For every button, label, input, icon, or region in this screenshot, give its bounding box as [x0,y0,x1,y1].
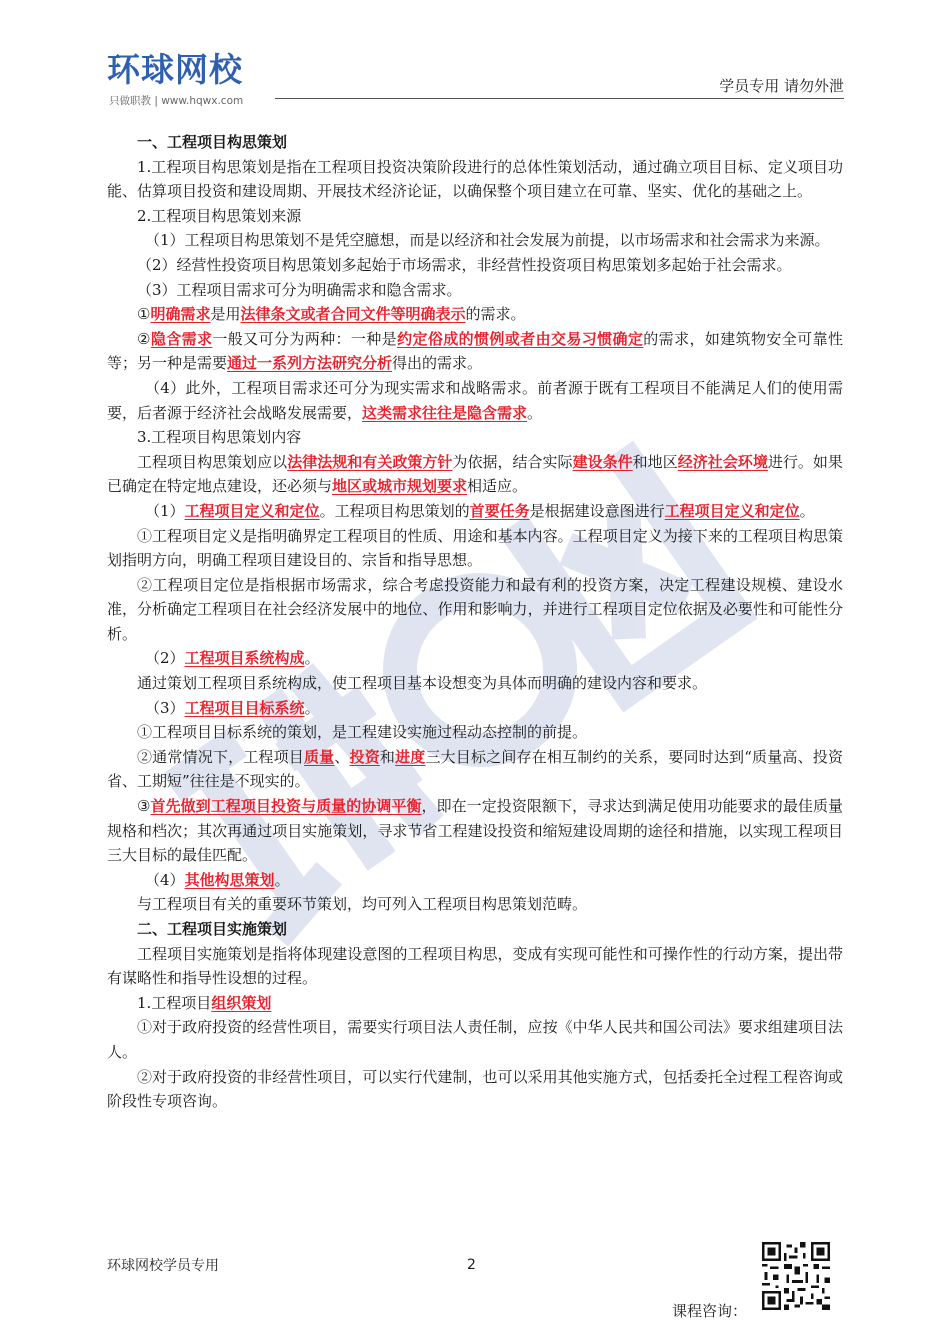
text-run: 的需求，如建筑物安全可靠性等；另一种是需要 [107,329,843,373]
text-run: 、 [334,747,350,766]
text-run: 的需求。 [465,305,526,324]
text-run: ② [137,329,151,348]
highlight-text: 法律法规和有关政策方针 [287,452,453,471]
paragraph [107,499,843,524]
text-run: ① [137,305,151,324]
subheading: 2.工程项目构思策划来源 [137,206,302,225]
text-run: （1） [145,501,185,520]
highlight-text: 约定俗成的惯例或者由交易习惯确定 [397,329,644,348]
text-run: 。 [304,649,320,668]
text-run: （3） [145,698,185,717]
text-run: （2） [145,649,185,668]
highlight-text: 首要任务 [469,501,530,520]
text-run: 。 [799,501,815,520]
header-divider [275,98,844,99]
paragraph: 工程项目实施策划是指将体现建设意图的工程项目构思，变成有实现可能性和可操作性的行动方案，提出带有谋略性和指导性设想的过程。 [107,944,843,988]
highlight-text: 组织策划 [211,993,272,1012]
paragraph [107,302,843,327]
text-run: 得出的需求。 [392,354,483,373]
text-run: 是用 [210,305,241,324]
text-run: 1.工程项目 [137,993,212,1012]
highlight-text: 进度 [395,747,426,766]
paragraph: 与工程项目有关的重要环节策划，均可列入工程项目构思策划范畴。 [137,895,588,914]
text-run: 和 [379,747,396,766]
page-number: 2 [467,1257,476,1273]
highlight-text: 工程项目目标系统 [184,698,305,717]
paragraph: ②对于政府投资的非经营性项目，可以实行代建制，也可以采用其他实施方式，包括委托全过程工程咨询或阶段性专项咨询。 [107,1067,843,1111]
text-run: 进行。如果已确定在特定地点建设，还必须与 [107,452,843,496]
paragraph: ①工程项目定义是指明确界定工程项目的性质、用途和基本内容。工程项目定义为接下来的工程项目构思策划指明方向，明确工程项目建设目的、宗旨和指导思想。 [107,526,843,570]
page-header [0,0,950,110]
paragraph [107,376,843,425]
text-run: （4）此外，工程项目需求还可分为现实需求和战略需求。前者源于既有工程项目不能满足人们的使用需要，后者源于经济社会战略发展需要， [107,378,843,422]
highlight-text: 投资 [349,747,380,766]
highlight-text: 工程项目定义和定位 [184,501,320,520]
text-run: ，即在一定投资限额下，寻求达到满足使用功能要求的最佳质量规格和档次；其次再通过项目实施策划，寻求节省工程建设投资和缩短建设周期的途径和措施，以实现工程项目三大目标的最佳匹配。 [107,797,843,865]
highlight-text: 法律条文或者合同文件等明确表示 [240,305,466,324]
header-notice: 学员专用 请勿外泄 [719,77,844,95]
highlight-text: 这类需求往往是隐含需求 [362,403,528,422]
text-run: ②通常情况下，工程项目 [137,747,304,766]
paragraph [107,696,843,721]
highlight-text: 建设条件 [572,452,633,471]
paragraph: ②工程项目定位是指根据市场需求，综合考虑投资能力和最有利的投资方案，决定工程建设规模、建设水准，分析确定工程项目在社会经济发展中的地位、作用和影响力，并进行工程项目定位依据及必要性和可能性分析。 [107,575,843,643]
paragraph: ①对于政府投资的经营性项目，需要实行项目法人责任制，应按《中华人民共和国公司法》要求组建项目法人。 [107,1018,843,1061]
section-heading-1: 一、工程项目构思策划 [137,133,288,151]
logo-slogan: 只做职教 | www.hqwx.com [109,95,244,107]
paragraph [107,327,843,376]
footer-label: 环球网校学员专用 [107,1258,219,1274]
highlight-text: 其他构思策划 [184,870,275,889]
text-run: 。 [527,403,543,422]
text-run: 是根据建设意图进行 [529,501,665,520]
highlight-text: 隐含需求 [150,329,213,348]
text-run: ③ [137,797,151,816]
paragraph [107,868,843,893]
paragraph: 1.工程项目构思策划是指在工程项目投资决策阶段进行的总体性策划活动，通过确立项目目标、定义项目功能、估算项目投资和建设周期、开展技术经济论证，以确保整个项目建立在可靠、坚实、优化的基础之上。 [107,157,843,201]
highlight-text: 通过一系列方法研究分析 [227,354,393,373]
paragraph: 通过策划工程项目系统构成，使工程项目基本设想变为具体而明确的建设内容和要求。 [137,674,708,693]
paragraph: （1）工程项目构思策划不是凭空臆想，而是以经济和社会发展为前提，以市场需求和社会需求为来源。 [145,231,830,250]
paragraph: （3）工程项目需求可分为明确需求和隐含需求。 [137,280,462,299]
text-run: 。 [304,698,320,717]
course-consult-label: 课程咨询： [672,1302,748,1320]
paragraph [107,646,843,671]
text-run: 相适应。 [467,477,528,496]
text-run: 工程项目构思策划应以 [137,452,288,471]
highlight-text: 质量 [303,747,335,766]
text-run: 三大目标之间存在相互制约的关系，要同时达到“质量高、投资省、工期短”往往是不现实的。 [107,747,843,791]
text-run: 为依据，结合实际 [452,452,573,471]
hqwx-logo [107,50,282,108]
section-heading-2: 二、工程项目实施策划 [137,920,288,938]
paragraph: ①工程项目目标系统的策划，是工程建设实施过程动态控制的前提。 [137,723,588,742]
document-body [107,130,843,1114]
paragraph [107,794,843,868]
text-run: 。 [274,870,290,889]
text-run: （4） [145,870,185,889]
subheading [107,991,843,1016]
text-run: 。工程项目构思策划的 [319,501,470,520]
highlight-text: 明确需求 [150,305,211,324]
paragraph [107,450,843,499]
highlight-text: 地区或城市规划要求 [332,477,468,496]
highlight-text: 工程项目系统构成 [184,649,305,668]
qr-code-icon[interactable] [762,1242,830,1310]
logo-text: 环球网校 [107,50,243,89]
text-run: 和地区 [632,452,678,471]
highlight-text: 首先做到工程项目投资与质量的协调平衡 [150,797,422,816]
paragraph [107,745,843,794]
paragraph: （2）经营性投资项目构思策划多起始于市场需求，非经营性投资项目构思策划多起始于社会需求。 [137,255,792,274]
text-run: 一般又可分为两种：一种是 [212,329,398,348]
highlight-text: 经济社会环境 [677,452,768,471]
highlight-text: 工程项目定义和定位 [664,501,800,520]
subheading: 3.工程项目构思策划内容 [137,428,302,447]
